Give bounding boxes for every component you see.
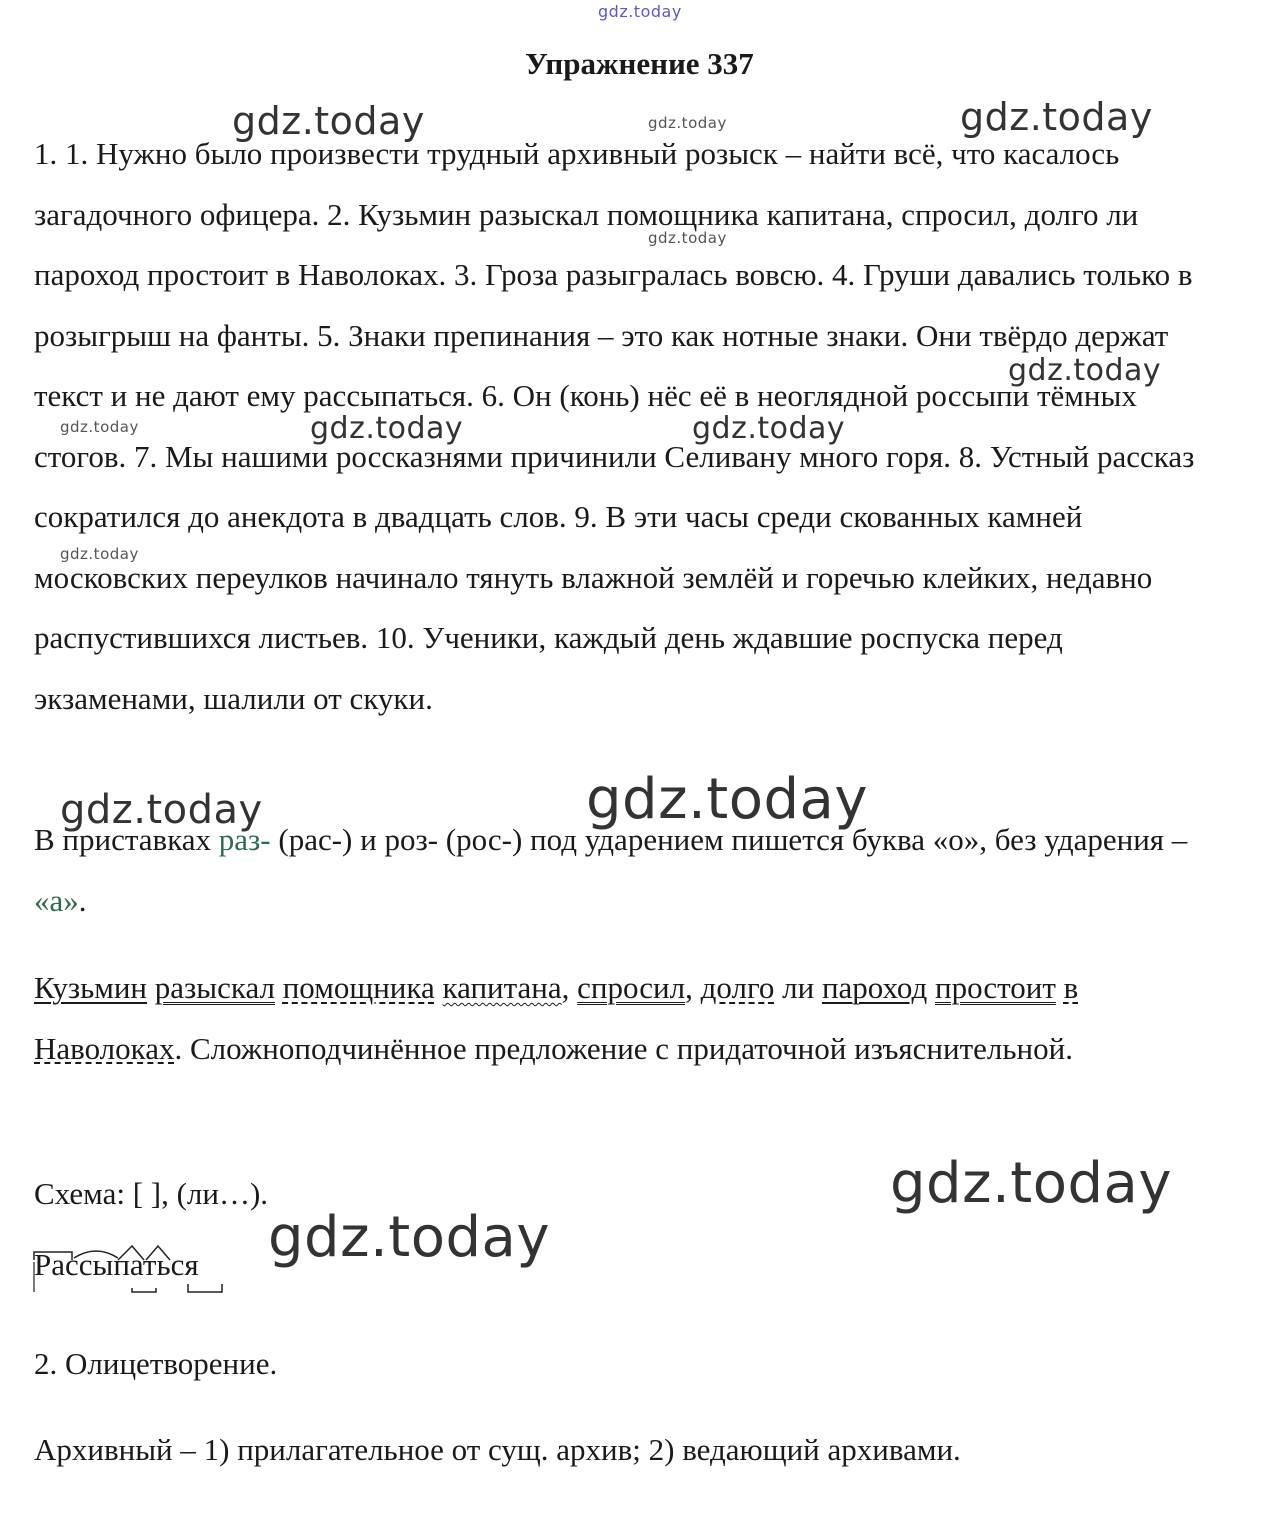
adverbial: долго [700, 970, 775, 1005]
watermark: gdz.today [586, 767, 869, 832]
scheme: Схема: [ ], (ли…). [34, 1176, 269, 1211]
predicate: разыскал [154, 970, 275, 1005]
watermark: gdz.today [60, 418, 139, 436]
object: помощника [282, 970, 435, 1005]
watermark: gdz.today [890, 1151, 1173, 1216]
rule-letter: «а» [34, 882, 79, 918]
particle: ли [774, 970, 822, 1005]
watermark: gdz.today [268, 1205, 551, 1270]
watermark: gdz.today [960, 95, 1153, 139]
page-title: Упражнение 337 [525, 46, 754, 81]
separator: , [685, 970, 701, 1005]
morpheme-analysis [34, 1246, 199, 1283]
word-meaning: Архивный – 1) прилагательное от сущ. архив; 2) ведающий архивами. [34, 1432, 961, 1467]
adverbial-2: в Наволоках [34, 970, 1079, 1066]
watermark: gdz.today [648, 114, 727, 132]
separator: , [561, 970, 578, 1005]
rule-end: . [78, 882, 87, 918]
watermark: gdz.today [648, 229, 727, 247]
watermark: gdz.today [1008, 353, 1162, 388]
personification: 2. Олицетворение. [34, 1346, 278, 1381]
watermark: gdz.today [310, 411, 464, 446]
subject-2: пароход [821, 970, 928, 1005]
rule-prefix: раз- [218, 822, 271, 857]
attribute: капитана [442, 970, 562, 1005]
sentence-analysis [34, 958, 1224, 1079]
watermark: gdz.today [60, 787, 263, 833]
watermark: gdz.today [692, 411, 846, 446]
watermark-top: gdz.today [598, 2, 682, 21]
rule-text [34, 810, 1224, 931]
predicate-2: спросил [577, 970, 686, 1005]
exercise-text: 1. 1. Нужно было произвести трудный архивный розыск – найти всё, что касалось загадочного офицера. 2. Кузьмин разыскал помощника капитана, спросил, долго ли пароход простоит в Наволоках. 3. Гроза разыгралась вовсю. 4. Груши давались только в розыгрыш на фанты. 5. Знаки препинания – это как нотные знаки. Они твёрдо держат текст и не дают ему рассыпаться. 6. Он (конь) нёс её в неоглядной россыпи тёмных стогов. 7. Мы нашими россказнями причинили Селивану много горя. 8. Устный рассказ сократился до анекдота в двадцать слов. 9. В эти часы среди скованных камней московских переулков начинало тянуть влажной землёй и горечью клейких, недавно распустившихся листьев. 10. Ученики, каждый день ждавшие роспуска перед экзаменами, шалили от скуки. [34, 136, 1195, 716]
analysis-text: . Сложноподчинённое предложение с придаточной изъяснительной. [174, 1030, 1073, 1066]
watermark: gdz.today [232, 99, 425, 143]
morpheme-marks [34, 1246, 234, 1296]
rule-a: В приставках [34, 822, 219, 857]
morpheme-word: Рассыпаться [34, 1247, 199, 1282]
predicate-3: простоит [934, 970, 1056, 1005]
rule-c: (рас-) и роз- (рос-) под ударением пишется буква «о», без ударения – [270, 822, 1188, 857]
subject: Кузьмин [34, 970, 148, 1005]
watermark: gdz.today [60, 545, 139, 563]
